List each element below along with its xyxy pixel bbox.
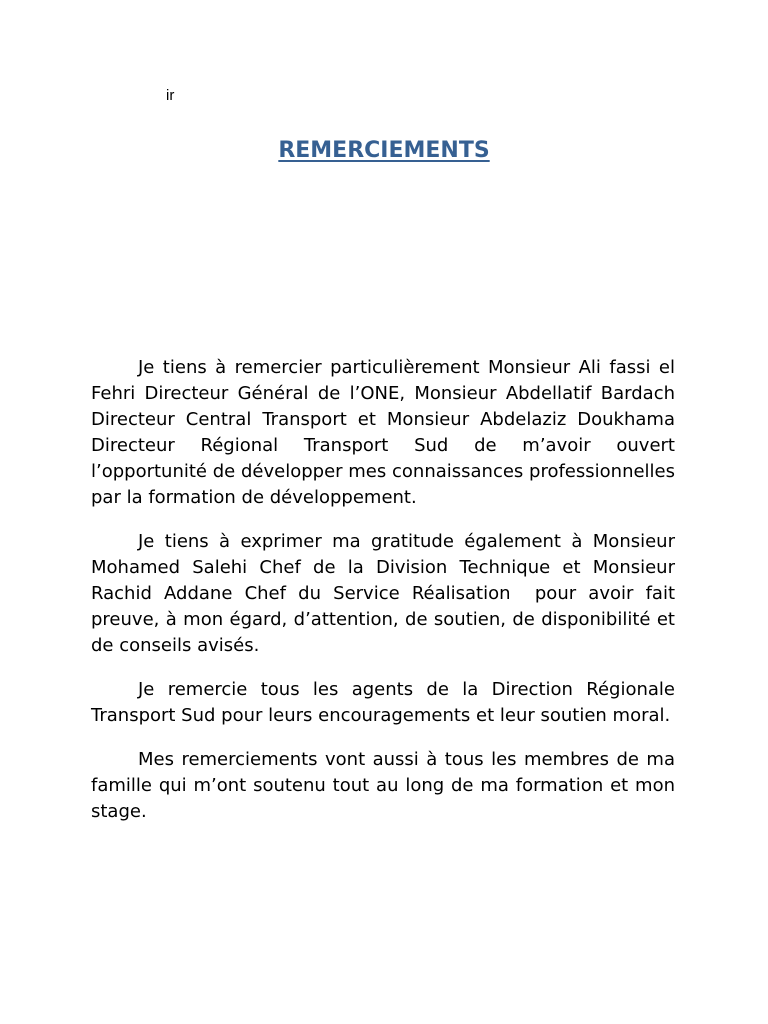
acknowledgements-body (91, 355, 681, 843)
page-title-text: REMERCIEMENTS (278, 138, 490, 163)
paragraph-gratitude-chiefs: Je tiens à exprimer ma gratitude également à Monsieur Mohamed Salehi Chef de la Division Technique et Monsieur Rachid Addane Chef du Service Réalisation pour avoir fait preuve, à mon égard, d’attention, de soutien, de disponibilité et de conseils avisés. (91, 531, 681, 656)
paragraph-thanks-agents: Je remercie tous les agents de la Direction Régionale Transport Sud pour leurs encouragements et leur soutien moral. (91, 679, 681, 726)
paragraph-thanks-directors: Je tiens à remercier particulièrement Monsieur Ali fassi el Fehri Directeur Général de l’ONE, Monsieur Abdellatif Bardach Directeur Central Transport et Monsieur Abdelaziz Doukhama Directeur Régional Transport Sud de m’avoir ouvert l’opportunité de développer mes connaissances professionnelles par la formation de développement. (91, 357, 681, 508)
page-title (0, 136, 768, 166)
paragraph-thanks-family: Mes remerciements vont aussi à tous les membres de ma famille qui m’ont soutenu tout au long de ma formation et mon stage. (91, 749, 681, 822)
stray-text-mark: ir (166, 87, 175, 104)
